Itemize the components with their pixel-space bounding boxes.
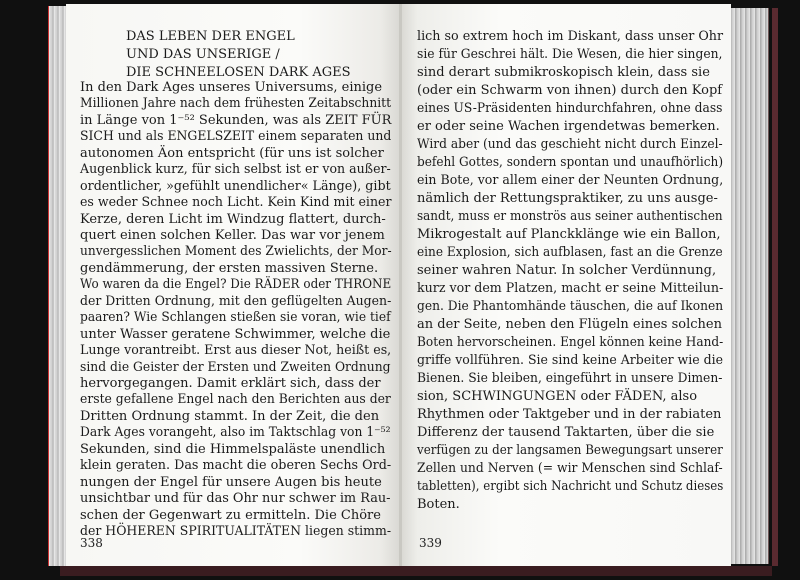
chapter-title-line-1: DAS LEBEN DER ENGEL <box>126 29 295 44</box>
text-line: kurz vor dem Platzen, macht er seine Mitteilun- <box>417 281 724 296</box>
text-line: Dark Ages vorangeht, also im Taktschlag von 1⁻⁵² <box>80 425 391 441</box>
page-number-left: 338 <box>80 536 103 550</box>
text-line: Dritten Ordnung stammt. In der Zeit, die den <box>80 408 380 424</box>
left-page <box>66 4 401 566</box>
text-line: Sekunden, sind die Himmelspaläste unendlich <box>80 441 386 457</box>
text-line: Kerze, deren Licht im Windzug flattert, durch- <box>80 211 386 227</box>
text-line: sandt, muss er monströs aus seiner authentischen <box>417 209 723 224</box>
text-line: autonomen Äon entspricht (für uns ist solcher <box>80 145 384 161</box>
right-page <box>401 4 731 566</box>
book-cover-edge <box>772 8 778 566</box>
text-line: der HÖHEREN SPIRITUALITÄTEN liegen stimm- <box>80 524 392 539</box>
text-line: quert einen solchen Keller. Das war vor jenem <box>80 228 385 243</box>
text-line: Zellen und Nerven (= wir Menschen sind Schlaf- <box>417 461 723 476</box>
text-line: der Dritten Ordnung, mit den geflügelten Augen- <box>80 293 392 309</box>
text-line: unvergesslichen Moment des Zwielichts, der Mor- <box>80 244 392 260</box>
text-line: er oder seine Wachen irgendetwas bemerken. <box>417 119 720 134</box>
text-line: Augenblick kurz, für sich selbst ist er von außer- <box>80 162 391 178</box>
text-line: (oder ein Schwarm von ihnen) durch den Kopf <box>417 83 723 98</box>
text-line: befehl Gottes, sondern spontan und unaufhörlich) <box>417 155 724 170</box>
text-line: verfügen zu der langsamen Bewegungsart unserer <box>417 443 723 458</box>
text-line: sind die Geister der Ersten und Zweiten Ordnung <box>80 359 391 375</box>
text-line: schen der Gegenwart zu ermitteln. Die Chöre <box>80 507 381 523</box>
text-line: es weder Schnee noch Licht. Kein Kind mit einer <box>80 195 392 211</box>
text-line: Lunge vorantreibt. Erst aus dieser Not, heißt es, <box>80 343 392 359</box>
text-line: ordentlicher, »gefühlt unendlicher« Länge), gibt <box>80 178 391 194</box>
text-line: in Länge von 1⁻⁵² Sekunden, was als ZEIT FÜR <box>80 112 392 128</box>
text-line: sion, SCHWINGUNGEN oder FÄDEN, also <box>417 389 698 404</box>
text-line: tabletten), ergibt sich Nachricht und Schutz dieses <box>417 479 724 494</box>
text-line: nungen der Engel für unsere Augen bis heute <box>80 474 382 490</box>
chapter-title-line-3: DIE SCHNEELOSEN DARK AGES <box>126 65 351 80</box>
text-line: ein Bote, vor allem einer der Neunten Ordnung, <box>417 173 724 188</box>
text-line: Mikrogestalt auf Planckklänge wie ein Ballon, <box>417 227 721 242</box>
text-line: Differenz der tausend Taktarten, über die sie <box>417 425 715 440</box>
text-line: nämlich der Rettungspraktiker, zu uns ausge- <box>417 191 718 206</box>
text-line: unsichtbar und für das Ohr nur schwer im Rau- <box>80 491 391 507</box>
text-line: Boten. <box>417 497 460 512</box>
text-line: paaren? Wie Schlangen stießen sie voran, wie tief <box>80 310 391 326</box>
text-line: klein geraten. Das macht die oberen Sechs Ord- <box>80 458 392 474</box>
text-line: Millionen Jahre nach dem frühesten Zeitabschnitt <box>80 96 392 112</box>
text-line: griffe vollführen. Sie sind keine Arbeiter wie die <box>417 353 724 368</box>
text-line: Wo waren da die Engel? Die RÄDER oder THRONE <box>80 277 392 293</box>
text-line: eine Explosion, sich aufblasen, fast an die Grenze <box>417 245 723 260</box>
text-line: lich so extrem hoch im Diskant, dass unser Ohr <box>417 29 724 44</box>
text-line: gen. Die Phantomhände täuschen, die auf Ikonen <box>417 299 724 314</box>
book-gutter <box>399 4 402 566</box>
text-line: hervorgegangen. Damit erklärt sich, dass der <box>80 376 381 391</box>
page-number-right: 339 <box>419 536 442 550</box>
text-line: In den Dark Ages unseres Universums, einige <box>80 80 383 95</box>
text-line: unter Wasser geratene Schwimmer, welche die <box>80 326 391 342</box>
text-line: erste gefallene Engel nach den Berichten aus der <box>80 392 391 408</box>
text-line: gendämmerung, der ersten massiven Sterne. <box>80 260 379 276</box>
text-line: an der Seite, neben den Flügeln eines solchen <box>417 317 722 332</box>
text-line: sie für Geschrei hält. Die Wesen, die hier singen, <box>417 47 723 62</box>
text-line: SICH und als ENGELSZEIT einem separaten und <box>80 129 392 145</box>
text-line: Boten hervorscheinen. Engel können keine Hand- <box>417 335 724 350</box>
text-line: Wird aber (und das geschieht nicht durch Einzel- <box>417 137 723 152</box>
chapter-title-line-2: UND DAS UNSERIGE / <box>126 47 280 62</box>
text-line: sind derart submikroskopisch klein, dass sie <box>417 65 710 80</box>
text-line: Rhythmen oder Taktgeber und in der rabiaten <box>417 407 722 422</box>
text-line: eines US-Präsidenten hindurchfahren, ohne dass <box>417 101 723 116</box>
book-cover-bottom <box>60 566 772 576</box>
text-line: seiner wahren Natur. In solcher Verdünnung, <box>417 263 717 278</box>
text-line: Bienen. Sie bleiben, eingeführt in unsere Dimen- <box>417 371 723 386</box>
